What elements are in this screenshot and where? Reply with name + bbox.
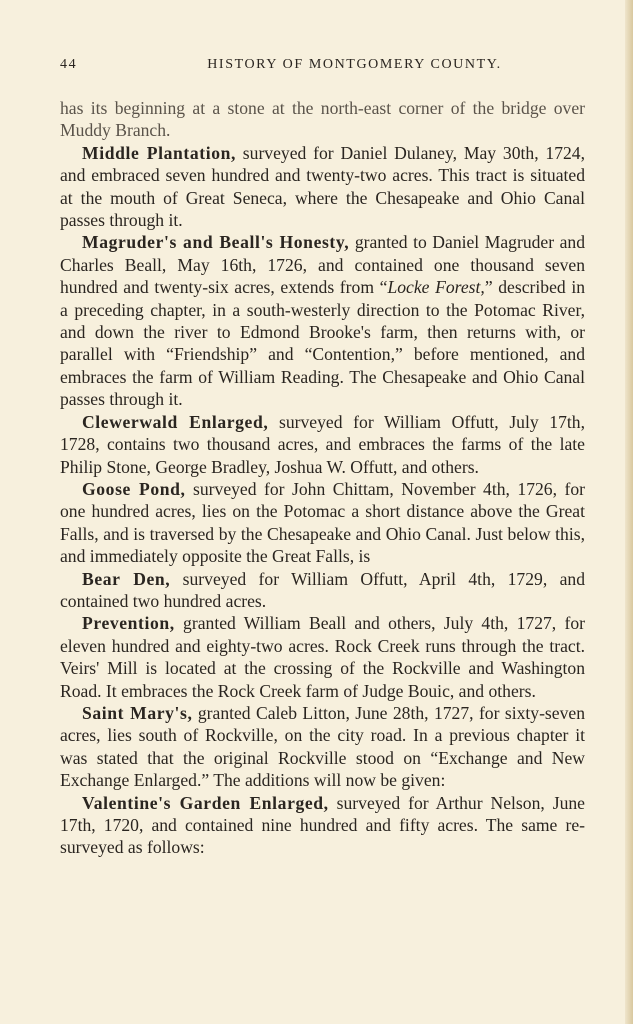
paragraph-italic: Locke Forest, bbox=[387, 277, 485, 298]
paragraph bbox=[60, 411, 585, 478]
paragraph-lead: Middle Plantation, bbox=[82, 142, 236, 163]
paragraph bbox=[60, 612, 585, 702]
paragraph-lead: Saint Mary's, bbox=[82, 702, 193, 723]
paragraph-text: surveyed for Daniel Dulaney, May 30th, 1724, and embraced seven hundred and twenty-two acres. This tract is situated at the mouth of Great Seneca, where the Chesapeake and Ohio Canal passes through it. bbox=[60, 142, 585, 231]
paragraph-lead: Valentine's Garden Enlarged, bbox=[82, 792, 329, 813]
paragraph bbox=[60, 792, 585, 859]
page-number: 44 bbox=[60, 57, 78, 72]
paragraph bbox=[60, 231, 585, 410]
paragraph-text: surveyed for William Offutt, April 4th, 1729, and contained two hundred acres. bbox=[60, 568, 585, 611]
page-edge bbox=[625, 0, 633, 1024]
paragraph-text: surveyed for John Chittam, November 4th, 1726, for one hundred acres, lies on the Potomac a short distance above the Great Falls, and is traversed by the Chesapeake and Ohio Canal. Just below this, and immediately opposite the Great Falls, is bbox=[60, 478, 585, 567]
page-body bbox=[60, 97, 585, 859]
paragraph-text: granted to Daniel Magruder and Charles Beall, May 16th, 1726, and contained one thousand seven hundred and twenty-six acres, extends from “ bbox=[60, 232, 586, 298]
paragraph bbox=[60, 568, 585, 613]
paragraph-text: surveyed for Arthur Nelson, June 17th, 1720, and contained nine hundred and fifty acres. The same re-surveyed as follows: bbox=[60, 792, 585, 858]
paragraph-text: granted Caleb Litton, June 28th, 1727, for sixty-seven acres, lies south of Rockville, on the city road. In a previous chapter it was stated that the original Rockville stood on “Exchange and New Exchange Enlarged.” The additions will now be given: bbox=[60, 702, 585, 791]
paragraph-lead: Goose Pond, bbox=[82, 478, 186, 499]
running-title: HISTORY OF MONTGOMERY COUNTY. bbox=[207, 57, 502, 72]
paragraph bbox=[60, 478, 585, 568]
paragraph-text: granted William Beall and others, July 4th, 1727, for eleven hundred and eighty-two acres. Rock Creek runs through the tract. Veirs' Mill is located at the crossing of the Rockville and Washington Road. It embraces the Rock Creek farm of Judge Bouic, and others. bbox=[60, 613, 585, 701]
paragraph-text-continued: ” described in a preceding chapter, in a south-westerly direction to the Potomac River, and down the river to Edmond Brooke's farm, then returns with, or parallel with “Friendship” and “Contention,” before mentioned, and embraces the farm of William Reading. The Chesapeake and Ohio Canal passes through it. bbox=[60, 277, 586, 410]
paragraph bbox=[60, 142, 585, 232]
paragraph bbox=[60, 702, 585, 792]
paragraph-text: has its beginning at a stone at the north-east corner of the bridge over Muddy Branch. bbox=[60, 98, 585, 141]
paragraph-lead: Clewerwald Enlarged, bbox=[82, 411, 269, 432]
paragraph-text: surveyed for William Offutt, July 17th, 1728, contains two thousand acres, and embraces the farms of the late Philip Stone, George Bradley, Joshua W. Offutt, and others. bbox=[60, 411, 585, 477]
paragraph bbox=[60, 97, 585, 142]
running-header bbox=[60, 57, 611, 79]
paragraph-lead: Magruder's and Beall's Honesty, bbox=[82, 232, 350, 253]
paragraph-lead: Prevention, bbox=[82, 613, 175, 634]
paragraph-lead: Bear Den, bbox=[82, 568, 171, 589]
